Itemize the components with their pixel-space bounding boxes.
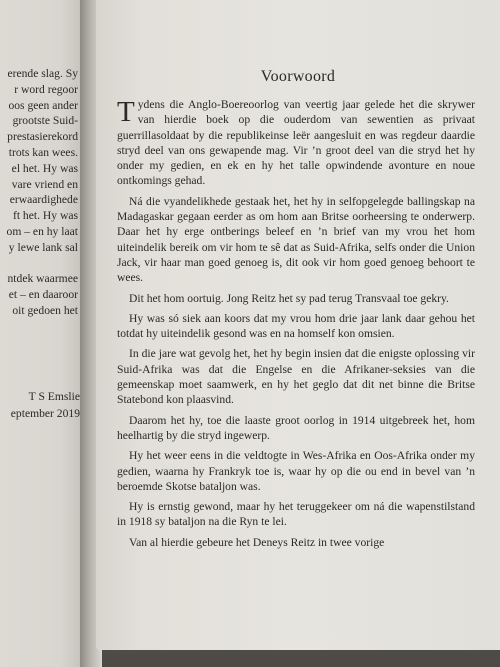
left-signature <box>0 388 80 422</box>
left-line: trots kan wees. <box>8 145 78 159</box>
paragraph-first <box>117 97 475 189</box>
left-line: y lewe lank sal <box>8 240 78 254</box>
foreword-body <box>117 97 475 555</box>
paragraph: Hy was só siek aan koors dat my vrou hom drie jaar lank daar gehou het totdat hy uiteindelik gesond was en na homself kon omsien. <box>117 311 475 341</box>
left-line: el het. Hy was <box>11 161 78 175</box>
left-page-text <box>0 66 78 319</box>
left-line: r word regoor <box>14 82 78 96</box>
left-line: ntdek waarmee <box>7 272 78 286</box>
page-title: Voorwoord <box>260 68 336 85</box>
left-line: oit gedoen het <box>12 303 78 317</box>
paragraph: Dit het hom oortuig. Jong Reitz het sy pad terug Transvaal toe gekry. <box>129 291 449 305</box>
paragraph: Van al hierdie gebeure het Deneys Reitz in twee vorige <box>129 535 385 549</box>
signature-date: eptember 2019 <box>10 407 80 420</box>
left-line: ft het. Hy was <box>12 209 78 223</box>
paragraph: Hy het weer eens in die veldtogte in Wes-Afrika en Oos-Afrika onder my gedien, waarna hy Frankryk toe is, waar hy op die ou end in bevel van ’n beroemde Skotse bataljon was. <box>117 449 475 493</box>
left-line: grootste Suid- <box>12 114 78 128</box>
left-line: et – en daaroor <box>8 288 78 302</box>
left-page <box>0 0 86 667</box>
left-line: om – en hy laat <box>6 224 78 238</box>
left-line: vare vriend en <box>11 177 78 191</box>
paragraph-first-text: ydens die Anglo-Boereoorlog van veertig jaar gelede het die skrywer van hierdie boek op die ouderdom van sewentien as privaat guerrillasoldaat by die republikeinse leër aangesluit en was regdeur daardie stryd deel van ons gewapende mag. Vir ’n groot deel van die stryd het hy onder my gedien, en ek en hy het talle opwindende avonture en noue ontkomings gehad. <box>117 98 475 188</box>
paragraph: In die jare wat gevolg het, het hy begin insien dat die enigste oplossing vir Suid-Afrika was dat die Engelse en die Afrikaner-seksies van die gemeenskap moet saamwerk, en hy het geglo dat dit net binne die Britse Statebond kon plaasvind. <box>117 347 475 407</box>
left-line <box>0 256 78 272</box>
paragraph: Hy is ernstig gewond, maar hy het teruggekeer om ná die wapenstilstand in 1918 sy bataljon na die Ryn te lei. <box>117 500 475 529</box>
left-line: erende slag. Sy <box>7 67 78 80</box>
paragraph: Ná die vyandelikhede gestaak het, het hy in selfopgelegde ballingskap na Madagaskar gegaan eerder as om hom aan Britse oorheersing te onderwerp. Daar het hy erge ontberings beleef en ’n brief van my vrou het hom uiteindelik bereik om vir hom te sê dat as Suid-Afrika, selfs onder die Union Jack, vir haar man goed genoeg is, dit ook vir hom goed genoeg behoort te wees. <box>117 194 475 285</box>
left-line: oos geen ander <box>8 98 78 112</box>
drop-cap: T <box>117 96 135 128</box>
signature-name: T S Emslie <box>28 390 80 403</box>
paragraph: Daarom het hy, toe die laaste groot oorlog in 1914 uitgebreek het, hom heelhartig by die stryd ingewerp. <box>117 413 475 442</box>
left-line: erwaardighede <box>9 193 78 207</box>
left-line: prestasierekord <box>7 130 78 144</box>
